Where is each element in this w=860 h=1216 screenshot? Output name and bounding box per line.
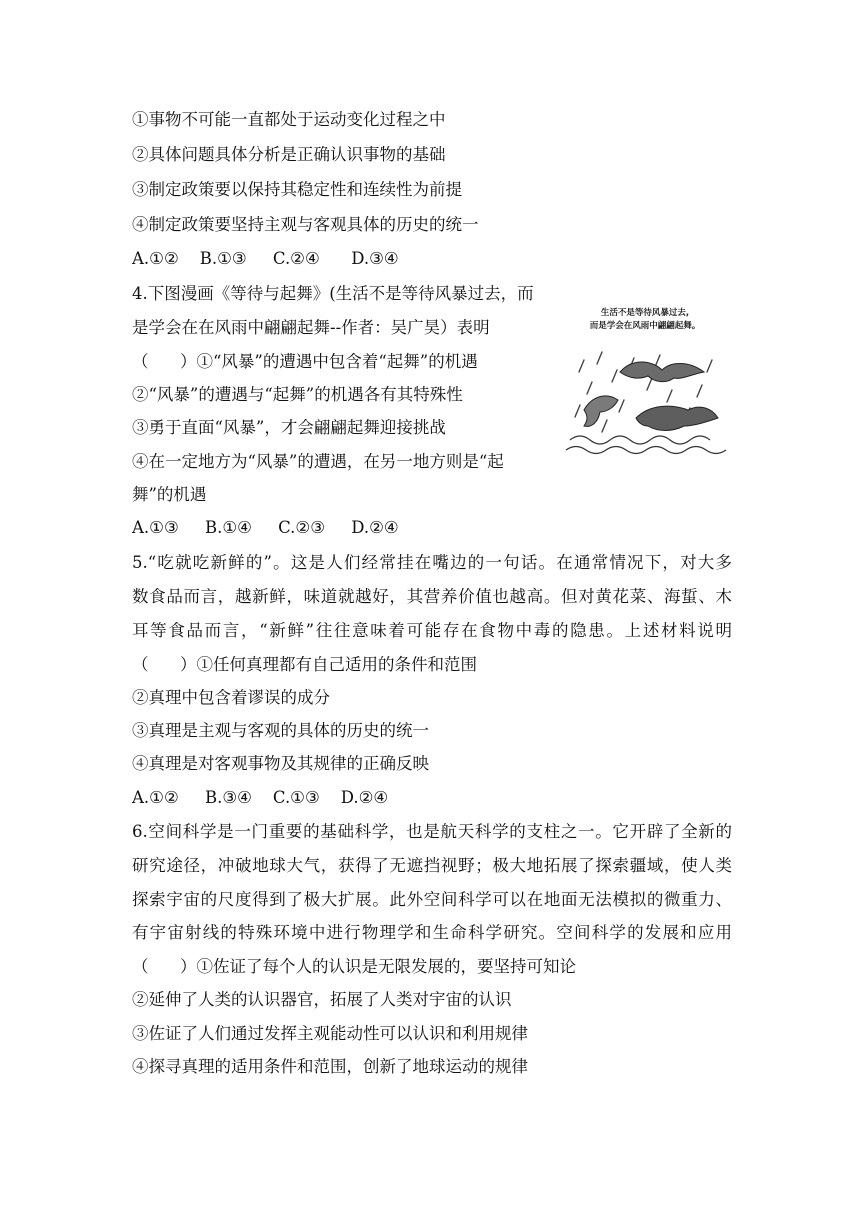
q6-stem-line-3: 探索宇宙的尺度得到了极大扩展。此外空间科学可以在地面无法模拟的微重力、: [132, 890, 732, 909]
q5-option-3: ③真理是主观与客观的具体的历史的统一: [132, 721, 429, 740]
q5-option-2: ②真理中包含着谬误的成分: [132, 688, 330, 707]
q5-stem-line-1: 5.“吃就吃新鲜的”。这是人们经常挂在嘴边的一句话。在通常情况下，对大多: [132, 553, 732, 572]
q4-answer-choices: A.①③ B.①④ C.②③ D.②④: [132, 518, 399, 537]
q4-stem-line-1: 4.下图漫画《等待与起舞》(生活不是等待风暴过去，而: [132, 284, 534, 303]
cartoon-waiting-and-dancing: [562, 300, 728, 460]
cartoon-caption-line-1: 生活不是等待风暴过去,: [600, 308, 690, 318]
q3-option-2: ②具体问题具体分析是正确认识事物的基础: [132, 145, 446, 164]
q5-option-4: ④真理是对客观事物及其规律的正确反映: [132, 754, 429, 773]
q4-option-1: （ ）①“风暴”的遭遇中包含着“起舞”的机遇: [132, 352, 478, 371]
q3-option-1: ①事物不可能一直都处于运动变化过程之中: [132, 110, 446, 129]
q6-stem-line-4: 有宇宙射线的特殊环境中进行物理学和生命科学研究。空间科学的发展和应用: [132, 923, 732, 942]
q5-stem-line-3: 耳等食品而言，“新鲜”往往意味着可能存在食物中毒的隐患。上述材料说明: [132, 621, 732, 640]
q4-option-3: ③勇于直面“风暴”，才会翩翩起舞迎接挑战: [132, 418, 446, 437]
q3-answer-choices: A.①② B.①③ C.②④ D.③④: [132, 249, 399, 268]
q5-answer-choices: A.①② B.③④ C.①③ D.②④: [132, 788, 389, 807]
q5-stem-line-2: 数食品而言，越新鲜，味道就越好，其营养价值也越高。但对黄花菜、海蜇、木: [132, 587, 732, 606]
q4-option-4: ④在一定地方为“风暴”的遭遇，在另一地方则是“起: [132, 452, 504, 471]
q4-option-4-cont: 舞”的机遇: [132, 485, 207, 504]
q6-stem-line-1: 6.空间科学是一门重要的基础科学，也是航天科学的支柱之一。它开辟了全新的: [132, 822, 732, 841]
q5-option-1: （ ）①任何真理都有自己适用的条件和范围: [132, 655, 477, 674]
cartoon-caption-line-2: 而是学会在风雨中翩翩起舞。: [589, 321, 701, 331]
q6-option-2: ②延伸了人类的认识器官，拓展了人类对宇宙的认识: [132, 990, 512, 1009]
q4-option-2: ②“风暴”的遭遇与“起舞”的机遇各有其特殊性: [132, 385, 463, 404]
storm-dancers-illustration: [562, 300, 728, 460]
q3-option-3: ③制定政策要以保持其稳定性和连续性为前提: [132, 180, 462, 199]
q6-option-1: （ ）①佐证了每个人的认识是无限发展的，要坚持可知论: [132, 957, 576, 976]
q4-stem-line-2: 是学会在在风雨中翩翩起舞--作者：吴广昊）表明: [132, 318, 490, 337]
q6-option-4: ④探寻真理的适用条件和范围，创新了地球运动的规律: [132, 1057, 528, 1076]
q3-option-4: ④制定政策要坚持主观与客观具体的历史的统一: [132, 215, 479, 234]
q6-option-3: ③佐证了人们通过发挥主观能动性可以认识和利用规律: [132, 1024, 528, 1043]
q6-stem-line-2: 研究途径，冲破地球大气，获得了无遮挡视野；极大地拓展了探索疆域，使人类: [132, 856, 732, 875]
